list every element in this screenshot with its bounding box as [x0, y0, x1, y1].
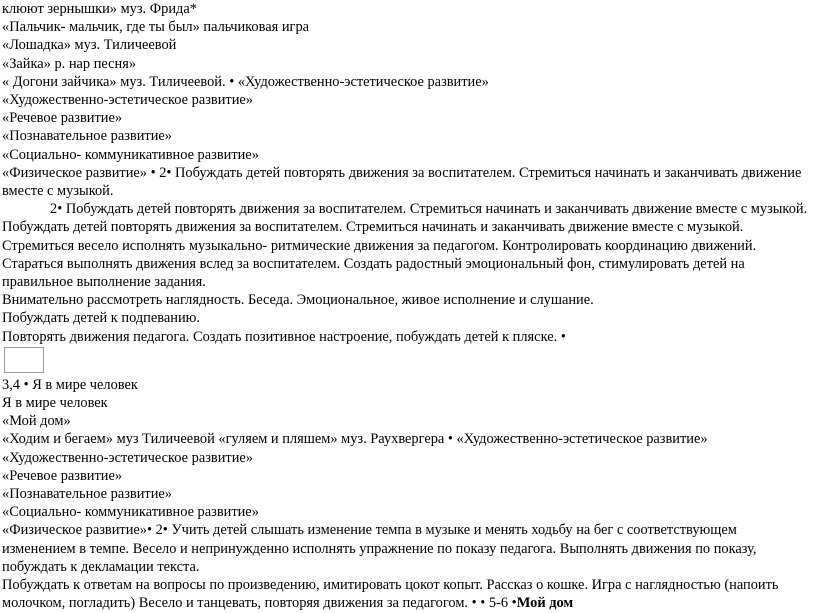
text-line: «Художественно-эстетическое развитие» — [2, 92, 253, 109]
text-line: «Мой дом» — [2, 413, 71, 430]
text-line: «Познавательное развитие» — [2, 486, 172, 503]
text-line: Внимательно рассмотреть наглядность. Беседа. Эмоциональное, живое исполнение и слушание. — [2, 292, 594, 309]
text-paragraph: «Физическое развитие»• 2• Учить детей слышать изменение темпа в музыке и менять ходьбу на бег с соответствующем изменением в темпе. Весело и непринужденно исполнять упражнение по показу педагога. Выполнять движения по показу, побуждать к декламации текста. — [2, 522, 757, 575]
text-line: Побуждать детей повторять движения за воспитателем. Стремиться начинать и заканчивать движение вместе с музыкой. — [2, 219, 744, 236]
text-line: «Речевое развитие» — [2, 110, 123, 127]
text-line: «Зайка» р. нар песня» — [2, 55, 137, 72]
text-line: «Лошадка» муз. Тиличеевой — [2, 37, 177, 54]
text-line: «Речевое развитие» — [2, 467, 123, 484]
text-paragraph — [2, 576, 814, 612]
section-title: Мой дом — [516, 595, 574, 612]
text-line: Стремиться весело исполнять музыкально- ритмические движения за педагогом. Контролировать координацию движений. — [2, 237, 757, 254]
text-line: «Социально- коммуникативное развитие» — [2, 504, 259, 521]
text-line: Побуждать к ответам на вопросы по произведению, имитировать цокот копыт. Рассказ о кошке. Игра с наглядностью (напоить молочком, погладить) Весело и танцевать, повторяя движения за педагогом. • • 5-6 • — [2, 577, 779, 612]
text-line: «Познавательное развитие» — [2, 128, 172, 145]
text-line: 3,4 • Я в мире человек — [2, 376, 138, 393]
text-line: Я в мире человек — [2, 395, 108, 412]
text-paragraph: Стараться выполнять движения вслед за воспитателем. Создать радостный эмоциональный фон, стимулировать детей на правильное выполнение задания. — [2, 255, 745, 291]
empty-table-cell — [4, 347, 44, 373]
text-line: «Социально- коммуникативное развитие» — [2, 146, 259, 163]
text-paragraph: «Физическое развитие» • 2• Побуждать детей повторять движения за воспитателем. Стремиться начинать и заканчивать движение вместе с музыкой. — [2, 164, 802, 200]
text-line: 2• Побуждать детей повторять движения за воспитателем. Стремиться начинать и заканчивать движение вместе с музыкой. — [50, 201, 808, 218]
text-line: «Пальчик- мальчик, где ты был» пальчиковая игра — [2, 19, 310, 36]
text-line: Повторять движения педагога. Создать позитивное настроение, побуждать детей к пляске. • — [2, 328, 566, 345]
text-line: «Ходим и бегаем» муз Тиличеевой «гуляем и пляшем» муз. Раухвергера • «Художественно-эстетическое развитие» — [2, 431, 708, 448]
text-line: «Художественно-эстетическое развитие» — [2, 449, 253, 466]
text-line: « Догони зайчика» муз. Тиличеевой. • «Художественно-эстетическое развитие» — [2, 73, 489, 90]
text-line: клюют зернышки» муз. Фрида* — [2, 1, 197, 17]
text-line: Побуждать детей к подпеванию. — [2, 310, 201, 327]
